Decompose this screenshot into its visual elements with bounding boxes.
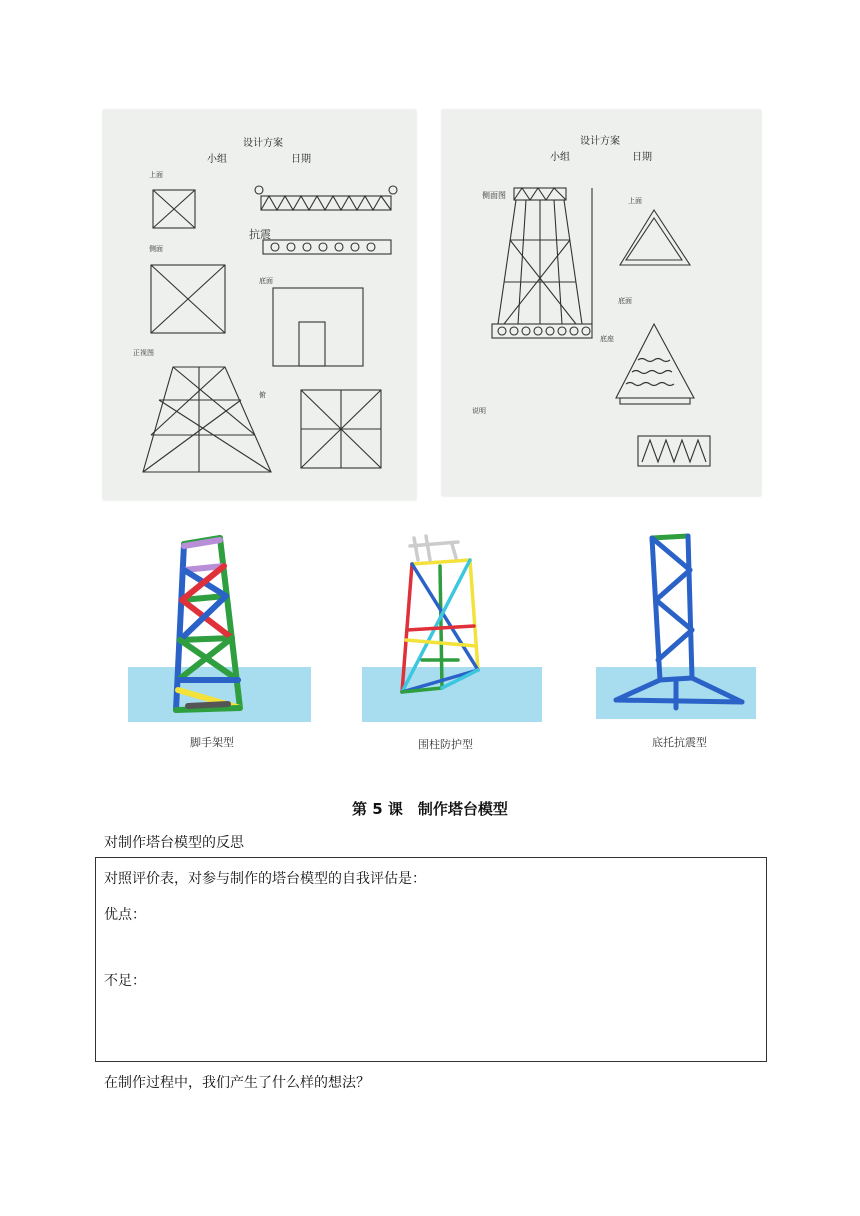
sheet-left-note: 抗震 [249,228,271,241]
model-column-guard [362,530,546,726]
sheet-left-note: 俯 [259,391,266,399]
sketch-right [442,110,761,496]
lesson-title: 第 5 课 制作塔台模型 [352,800,508,818]
model-scaffold-drawing [128,530,314,726]
sheet-left-note: 底面 [259,277,273,285]
sheet-right-note: 说明 [472,407,486,415]
model-caption: 底托抗震型 [652,736,707,749]
design-sheet-right [442,110,761,496]
sheet-right-note: 底座 [600,335,614,343]
reflection-question: 在制作过程中，我们产生了什么样的想法？ [104,1075,370,1091]
sheet-right-title: 设计方案 [580,136,620,147]
sheet-left-date-label: 日期 [291,154,311,165]
model-base-anti-seismic-drawing [596,530,758,726]
sheet-right-note: 侧面图 [482,191,506,200]
sheet-right-note: 上面 [628,197,642,205]
reflection-heading: 对制作塔台模型的反思 [104,835,244,851]
model-caption: 脚手架型 [190,736,234,749]
model-scaffold [128,530,314,726]
sheet-left-group-label: 小组 [207,154,227,165]
model-caption: 围柱防护型 [418,738,473,751]
model-base-anti-seismic [596,530,758,726]
sketch-left [103,110,416,500]
sheet-left-note: 正视图 [133,349,154,357]
sheet-left-note: 侧面 [149,245,163,253]
sheet-left-title: 设计方案 [243,138,283,149]
model-column-guard-drawing [362,530,546,726]
strengths-label: 优点： [104,907,146,923]
sheet-right-note: 底面 [618,297,632,305]
sheet-right-date-label: 日期 [632,152,652,163]
design-sheet-left [103,110,416,500]
sheet-left-note: 上面 [149,171,163,179]
evaluation-prompt: 对照评价表，对参与制作的塔台模型的自我评估是： [104,871,426,887]
evaluation-box [95,857,767,1062]
sheet-right-group-label: 小组 [550,152,570,163]
weaknesses-label: 不足： [104,973,146,989]
